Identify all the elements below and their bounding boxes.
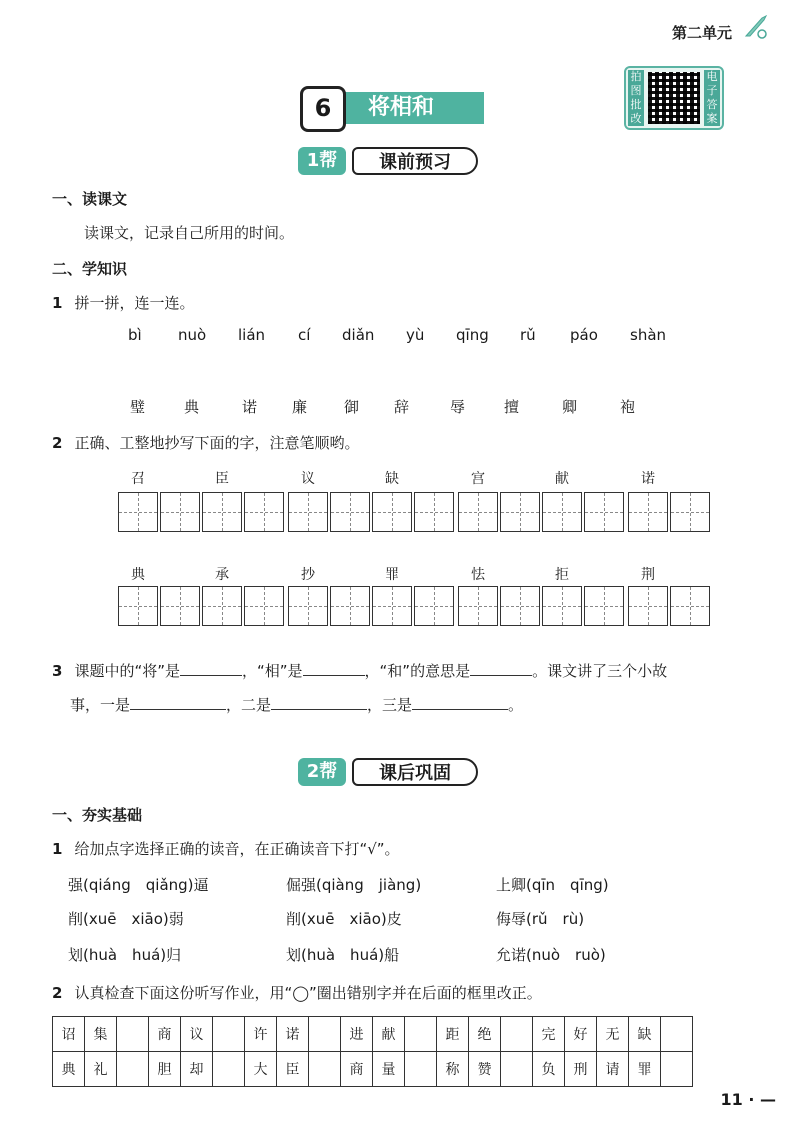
q3-line-2 [70,694,523,715]
q3-text-c: ，“和”的意思是 [364,662,471,680]
section-read-title: 一、读课文 [52,190,128,208]
q3-text-g: ，三是 [367,696,413,714]
answer-blank[interactable] [470,661,532,676]
p2-q1-line [52,838,400,859]
reading-choice[interactable]: 划(huà huá)归 [68,946,182,964]
tian-grid-box[interactable] [500,586,540,626]
help2-tag: 2帮 [298,758,346,786]
table-cell[interactable] [117,1017,149,1052]
pinyin-item[interactable]: lián [238,326,266,344]
table-cell[interactable] [661,1052,693,1087]
tian-grid-box[interactable] [244,586,284,626]
table-cell[interactable] [501,1052,533,1087]
tian-grid-box[interactable] [288,492,328,532]
tian-grid-box[interactable] [500,492,540,532]
q3-text-a: 课题中的“将”是 [74,662,180,680]
table-cell[interactable]: 典 [53,1052,85,1087]
tian-grid-box[interactable] [330,492,370,532]
copy-char: 荆 [641,567,655,583]
hanzi-item[interactable]: 廉 [292,398,308,416]
tian-grid-box[interactable] [670,586,710,626]
table-cell[interactable]: 商 [341,1052,373,1087]
table-cell[interactable]: 献 [373,1017,405,1052]
table-cell[interactable] [309,1052,341,1087]
q3-text-b: ，“相”是 [241,662,303,680]
table-row [53,1052,693,1087]
copy-char: 缺 [385,471,399,487]
copy-char: 臣 [215,471,229,487]
tian-grid-box[interactable] [288,586,328,626]
q2-line [52,432,359,453]
tian-grid-box[interactable] [542,586,582,626]
tian-grid-box[interactable] [118,492,158,532]
copy-char: 典 [131,567,145,583]
hanzi-item[interactable]: 卿 [562,398,578,416]
copy-char: 怯 [471,567,485,583]
reading-choice[interactable]: 划(huà huá)船 [286,946,400,964]
hanzi-item[interactable]: 璧 [130,398,146,416]
table-cell[interactable]: 礼 [85,1052,117,1087]
answer-blank[interactable] [180,661,242,676]
tian-grid-box[interactable] [542,492,582,532]
table-cell[interactable]: 负 [533,1052,565,1087]
pinyin-item[interactable]: diǎn [342,326,375,344]
hanzi-item[interactable]: 辱 [450,398,466,416]
q2-number: 2 [52,434,63,452]
tian-grid-box[interactable] [202,586,242,626]
copy-char: 罪 [385,567,399,583]
copy-char: 献 [555,471,569,487]
copy-char: 议 [301,471,315,487]
answer-blank[interactable] [303,661,365,676]
pinyin-item[interactable]: qīng [456,326,489,344]
tian-grid-box[interactable] [584,492,624,532]
tian-grid-box[interactable] [118,586,158,626]
qr-code-panel[interactable] [624,66,724,130]
table-cell[interactable]: 大 [245,1052,277,1087]
table-cell[interactable]: 量 [373,1052,405,1087]
tian-grid-box[interactable] [584,586,624,626]
pinyin-item[interactable]: bì [128,326,142,344]
hanzi-item[interactable]: 诺 [242,398,258,416]
section-learn-title: 二、学知识 [52,260,128,278]
table-cell[interactable]: 商 [149,1017,181,1052]
hanzi-item[interactable]: 袍 [620,398,636,416]
qr-code-icon [648,72,700,124]
quill-icon [742,12,770,40]
tian-grid-box[interactable] [670,492,710,532]
answer-blank[interactable] [271,695,367,710]
table-cell[interactable]: 无 [597,1017,629,1052]
q3-line-1 [52,660,667,681]
hanzi-item[interactable]: 御 [344,398,360,416]
p2-q2-text: 认真检查下面这份听写作业，用“◯”圈出错别字并在后面的框里改正。 [74,984,542,1002]
hanzi-item[interactable]: 擅 [504,398,520,416]
tian-grid-box[interactable] [202,492,242,532]
pinyin-item[interactable]: yù [406,326,425,344]
page-number: 11 · — [720,1090,776,1109]
tian-grid-box[interactable] [160,586,200,626]
q3-text-f: ，二是 [226,696,272,714]
help2-title: 课后巩固 [352,758,478,786]
copy-char: 承 [215,567,229,583]
reading-choice[interactable]: 上卿(qīn qīng) [496,876,609,894]
table-cell[interactable]: 集 [85,1017,117,1052]
table-cell[interactable]: 议 [181,1017,213,1052]
table-cell[interactable]: 刑 [565,1052,597,1087]
help1-title: 课前预习 [352,147,478,175]
reading-choice[interactable]: 削(xuē xiāo)弱 [68,910,184,928]
answer-blank[interactable] [412,695,508,710]
p2-q2-line [52,982,542,1003]
pinyin-item[interactable]: páo [570,326,598,344]
table-cell[interactable] [405,1052,437,1087]
copy-char: 拒 [555,567,569,583]
table-cell[interactable]: 称 [437,1052,469,1087]
section-read-text: 读课文，记录自己所用的时间。 [84,224,295,242]
tian-grid-box[interactable] [244,492,284,532]
tian-grid-box[interactable] [330,586,370,626]
table-cell[interactable] [213,1052,245,1087]
qr-right-label: 电子答案 [704,70,720,126]
answer-blank[interactable] [130,695,226,710]
tian-grid-box[interactable] [372,492,412,532]
tian-grid-box[interactable] [628,492,668,532]
copy-char: 宫 [471,471,485,487]
table-cell[interactable] [405,1017,437,1052]
table-cell[interactable]: 好 [565,1017,597,1052]
table-cell[interactable] [309,1017,341,1052]
pinyin-item[interactable]: nuò [178,326,207,344]
q3-text-e: 事，一是 [70,696,131,714]
p2-q2-number: 2 [52,984,63,1002]
tian-grid-box[interactable] [458,586,498,626]
table-cell[interactable] [661,1017,693,1052]
table-cell[interactable]: 臣 [277,1052,309,1087]
reading-choice[interactable]: 允诺(nuò ruò) [496,946,606,964]
pinyin-item[interactable]: cí [298,326,311,344]
table-cell[interactable]: 许 [245,1017,277,1052]
q2-text: 正确、工整地抄写下面的字，注意笔顺哟。 [74,434,360,452]
q3-text-h: 。 [508,696,524,714]
pinyin-item[interactable]: shàn [630,326,667,344]
table-cell[interactable] [117,1052,149,1087]
q1-number: 1 [52,294,63,312]
table-cell[interactable]: 胆 [149,1052,181,1087]
p2-q1-text: 给加点字选择正确的读音，在正确读音下打“√”。 [74,840,400,858]
tian-grid-box[interactable] [414,586,454,626]
table-cell[interactable]: 却 [181,1052,213,1087]
hanzi-item[interactable]: 辞 [394,398,410,416]
table-cell[interactable]: 赞 [469,1052,501,1087]
tian-grid-box[interactable] [372,586,412,626]
table-row [53,1017,693,1052]
p2-q1-number: 1 [52,840,63,858]
qr-left-label: 拍图批改 [628,70,644,126]
reading-choice[interactable]: 强(qiáng qiǎng)逼 [68,876,209,894]
table-cell[interactable]: 绝 [469,1017,501,1052]
q3-number: 3 [52,662,63,680]
unit-label: 第二单元 [671,24,732,42]
section-basics-title: 一、夯实基础 [52,806,143,824]
copy-char: 召 [131,471,145,487]
table-cell[interactable]: 缺 [629,1017,661,1052]
tian-grid-box[interactable] [414,492,454,532]
table-cell[interactable]: 完 [533,1017,565,1052]
q1-text: 拼一拼，连一连。 [74,294,195,312]
pinyin-item[interactable]: rǔ [520,326,536,344]
table-cell[interactable]: 请 [597,1052,629,1087]
lesson-title: 将相和 [338,92,484,124]
reading-choice[interactable]: 倔强(qiàng jiàng) [286,876,422,894]
q1-line [52,292,194,313]
table-cell[interactable]: 进 [341,1017,373,1052]
reading-choice[interactable]: 侮辱(rǔ rù) [496,910,585,928]
table-cell[interactable] [501,1017,533,1052]
table-cell[interactable]: 诏 [53,1017,85,1052]
copy-char: 抄 [301,567,315,583]
reading-choice[interactable]: 削(xuē xiāo)皮 [286,910,402,928]
tian-grid-box[interactable] [458,492,498,532]
lesson-number: 6 [300,86,346,132]
copy-char: 诺 [641,471,655,487]
tian-grid-box[interactable] [628,586,668,626]
q3-text-d: 。课文讲了三个小故 [532,662,668,680]
table-cell[interactable]: 诺 [277,1017,309,1052]
table-cell[interactable]: 距 [437,1017,469,1052]
help1-tag: 1帮 [298,147,346,175]
tian-grid-box[interactable] [160,492,200,532]
hanzi-item[interactable]: 典 [184,398,200,416]
table-cell[interactable] [213,1017,245,1052]
table-cell[interactable]: 罪 [629,1052,661,1087]
dictation-table [52,1016,693,1087]
